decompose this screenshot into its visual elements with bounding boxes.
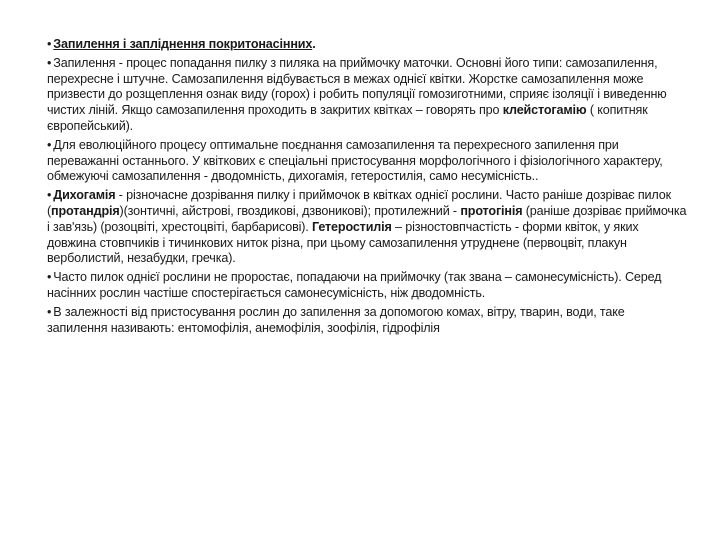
bullet-icon: • [47,55,52,70]
paragraph-pollination-definition [47,56,687,135]
paragraph-dichogamy [47,188,687,267]
text-run: )(зонтичні, айстрові, гвоздикові, дзвоникові); протилежний - [119,203,461,218]
term-protogyny: протогінія [460,203,523,218]
text-run: Часто пилок однієї рослини не проростає, попадаючи на приймочку (так звана – самонесумісність). Серед насінних рослин частіше спостерігається самонесумісність, ніж дводомність. [47,270,662,300]
text-body [47,37,687,339]
heading-text: Запилення і запліднення покритонасінних [53,37,313,51]
term-heterostyly: Гетеростилія [312,219,392,234]
bullet-icon: • [47,188,52,203]
heading-period: . [312,37,316,51]
term-dichogamy: Дихогамія [53,188,116,203]
bullet-icon: • [47,37,52,51]
paragraph-heading [47,37,687,53]
term-cleistogamy: клейстогамію [502,103,587,118]
bullet-icon: • [47,270,52,285]
term-protandry: протандрія [51,203,120,218]
text-run: - різночасне дозрівання пилку і приймочок в квітках однієї рослини. Часто раніше дозріває пилок ( [47,188,671,218]
paragraph-self-incompatibility [47,270,687,302]
text-run: (раніше дозріває приймочка і зав'язь) (розоцвіті, хрестоцвіті, барбарисові). [47,203,687,234]
bullet-icon: • [47,137,52,152]
text-run: В залежності від пристосування рослин до запилення за допомогою комах, вітру, тварин, води, таке запилення називають: ентомофілія, анемофілія, зоофілія, гідрофілія [47,304,625,335]
text-run: Запилення - процес попадання пилку з пиляка на приймочку маточки. Основні його типи: самозапилення, перехресне і штучне. Самозапилення відбувається в межах однієї квітки. Жорстке самозапилення може призвести до розщеплення ознак виду (горох) і робить популяції гомозиготними, сприяє ізоляції і виведенню чистих ліній. Якщо самозапилення проходить в закритих квітках – говорять про [47,55,667,118]
text-run: ( копитняк європейський). [47,103,648,133]
bullet-icon: • [47,304,52,319]
paragraph-evolution [47,138,687,185]
text-run: – різностовпчастість - форми квіток, у яких довжина стовпчиків і тичинкових ниток різна, при цьому самозапилення утруднене (первоцвіт, плакун верболистий, незабудки, гречка). [47,219,639,266]
paragraph-pollination-types [47,305,687,337]
text-run: Для еволюційного процесу оптимальне поєднання самозапилення та перехресного запилення при переважанні останнього. У квіткових є спеціальні пристосування морфологічного і фізіологічного характеру, обмежуючі самозапилення - дводомність, дихогамія, гетеростилія, само несумісність.. [47,137,663,184]
